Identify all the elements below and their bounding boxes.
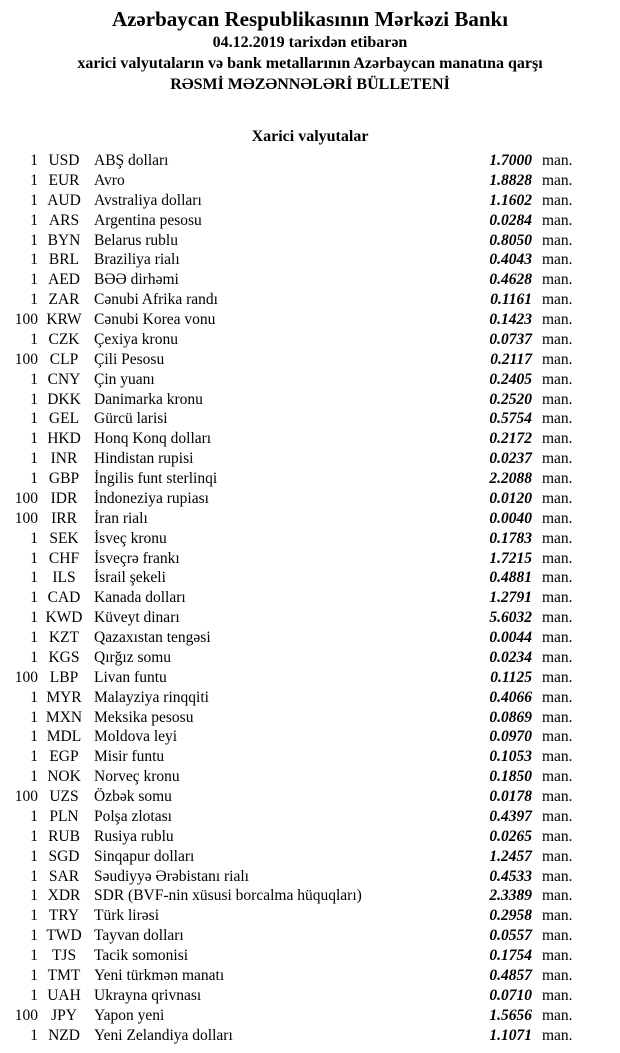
rate-value: 0.0557 — [489, 927, 532, 945]
unit-label: man. — [542, 907, 573, 925]
currency-code: GBP — [48, 470, 80, 487]
currency-code: EGP — [49, 748, 79, 766]
currency-quantity: 1 — [30, 748, 38, 766]
currency-quantity: 100 — [14, 1006, 38, 1024]
rate-value: 1.1071 — [489, 1026, 532, 1044]
currency-row — [0, 310, 580, 330]
currency-name: Danimarka kronu — [94, 390, 203, 408]
currency-quantity: 1 — [30, 708, 38, 726]
currency-quantity: 1 — [30, 827, 38, 845]
currency-name: Avstraliya dolları — [94, 191, 202, 209]
currency-code: SGD — [48, 847, 80, 865]
bulletin-title: RƏSMİ MƏZƏNNƏLƏRİ BÜLLETENİ — [170, 76, 450, 93]
currency-name: Gürcü larisi — [94, 410, 168, 428]
currency-quantity: 1 — [30, 529, 38, 547]
currency-row — [0, 727, 580, 747]
currency-row — [0, 171, 580, 191]
currency-code: SAR — [48, 867, 80, 885]
currency-name: SDR (BVF-nin xüsusi borcalma hüquqları) — [94, 887, 362, 905]
currency-row — [0, 926, 580, 946]
currency-code: ARS — [48, 211, 80, 229]
currency-quantity: 1 — [30, 430, 38, 448]
currency-code: BRL — [48, 251, 80, 269]
currency-row — [0, 290, 580, 310]
rate-value: 0.2958 — [489, 907, 532, 925]
currency-name: Qırğız somu — [94, 648, 172, 666]
currency-code: USD — [48, 152, 80, 169]
rate-value: 0.1783 — [489, 529, 532, 547]
unit-label: man. — [542, 330, 573, 348]
unit-label: man. — [542, 251, 573, 269]
currency-row — [0, 1006, 580, 1026]
currency-row — [0, 549, 580, 569]
currency-row — [0, 946, 580, 966]
currency-quantity: 1 — [30, 191, 38, 209]
currency-quantity: 1 — [30, 251, 38, 269]
rate-value: 0.0869 — [489, 708, 532, 726]
currency-row — [0, 270, 580, 290]
rate-value: 0.1161 — [490, 291, 532, 309]
rate-value: 0.0120 — [489, 489, 532, 507]
unit-label: man. — [542, 947, 573, 964]
rate-value: 0.1754 — [489, 947, 532, 964]
currency-code: MXN — [45, 708, 83, 726]
currency-quantity: 1 — [30, 271, 38, 289]
currency-name: Hindistan rupisi — [94, 450, 194, 468]
currency-code: ZAR — [48, 291, 80, 309]
rate-value: 2.3389 — [489, 887, 532, 905]
currency-code: NOK — [47, 768, 81, 786]
unit-label: man. — [542, 350, 573, 368]
currency-quantity: 1 — [30, 450, 38, 468]
currency-quantity: 1 — [30, 966, 38, 984]
rate-value: 0.0178 — [489, 788, 532, 805]
currency-name: ABŞ dolları — [94, 152, 169, 169]
currency-quantity: 1 — [30, 728, 38, 746]
currency-row — [0, 350, 580, 370]
currency-code: HKD — [47, 430, 81, 448]
currency-name: İngilis funt sterlinqi — [94, 470, 218, 487]
unit-label: man. — [542, 768, 573, 786]
currency-row — [0, 886, 580, 906]
currency-row — [0, 827, 580, 847]
currency-quantity: 100 — [14, 311, 38, 328]
currency-name: Rusiya rublu — [94, 827, 174, 845]
currency-code: AUD — [47, 191, 81, 209]
currency-code: EUR — [48, 171, 80, 189]
currency-name: İran rialı — [94, 509, 148, 527]
unit-label: man. — [542, 171, 573, 189]
currency-name: Sinqapur dolları — [94, 847, 195, 865]
currency-row — [0, 807, 580, 827]
rate-value: 0.0737 — [489, 330, 532, 348]
rate-value: 0.1053 — [489, 748, 532, 766]
currency-name: İndoneziya rupiası — [94, 489, 209, 507]
unit-label: man. — [542, 589, 573, 607]
currency-code: TJS — [51, 947, 77, 964]
unit-label: man. — [542, 430, 573, 448]
currency-quantity: 1 — [30, 569, 38, 587]
unit-label: man. — [542, 489, 573, 507]
section-title-foreign-currencies: Xarici valyutalar — [251, 128, 369, 145]
currency-row — [0, 628, 580, 648]
currency-row — [0, 588, 580, 608]
currency-code: UAH — [47, 986, 81, 1004]
unit-label: man. — [542, 648, 573, 666]
currency-code: INR — [50, 450, 78, 468]
currency-code: DKK — [47, 390, 81, 408]
rate-value: 1.2791 — [489, 589, 532, 607]
unit-label: man. — [542, 609, 573, 627]
currency-row — [0, 986, 580, 1006]
rate-value: 0.0040 — [489, 509, 532, 527]
currency-name: İsveç kronu — [94, 529, 167, 547]
currency-name: Norveç kronu — [94, 768, 180, 786]
currency-name: BƏƏ dirhəmi — [94, 271, 179, 289]
currency-row — [0, 767, 580, 787]
rate-value: 0.4881 — [489, 569, 532, 587]
currency-quantity: 1 — [30, 589, 38, 607]
currency-row — [0, 330, 580, 350]
currency-code: CNY — [47, 370, 81, 388]
currency-quantity: 100 — [14, 350, 38, 368]
currency-quantity: 1 — [30, 470, 38, 487]
currency-quantity: 1 — [30, 330, 38, 348]
currency-name: Çili Pesosu — [94, 350, 165, 368]
scope-line: xarici valyutaların və bank metallarının Azərbaycan manatına qarşı — [77, 55, 543, 72]
currency-code: AED — [48, 271, 80, 289]
currency-code: GEL — [48, 410, 80, 428]
currency-row — [0, 370, 580, 390]
rate-value: 0.0710 — [489, 986, 532, 1004]
currency-row — [0, 449, 580, 469]
unit-label: man. — [542, 867, 573, 885]
currency-code: KWD — [45, 609, 83, 627]
rate-value: 0.1850 — [489, 768, 532, 786]
currency-quantity: 1 — [30, 986, 38, 1004]
rate-value: 0.1125 — [490, 668, 532, 686]
currency-code: KGS — [48, 648, 80, 666]
currency-row — [0, 867, 580, 887]
currency-quantity: 1 — [30, 768, 38, 786]
currency-quantity: 1 — [30, 171, 38, 189]
exchange-rates-table — [0, 151, 620, 1045]
currency-row — [0, 688, 580, 708]
currency-quantity: 1 — [30, 648, 38, 666]
currency-row — [0, 648, 580, 668]
bank-title: Azərbaycan Respublikasının Mərkəzi Bankı — [111, 7, 509, 31]
currency-code: TMT — [47, 966, 81, 984]
unit-label: man. — [542, 450, 573, 468]
currency-row — [0, 151, 580, 171]
currency-row — [0, 509, 580, 529]
currency-name: Yeni türkmən manatı — [94, 966, 225, 984]
unit-label: man. — [542, 966, 573, 984]
currency-name: Yapon yeni — [94, 1006, 165, 1024]
currency-name: Çexiya kronu — [94, 330, 178, 348]
currency-code: CAD — [47, 589, 81, 607]
unit-label: man. — [542, 410, 573, 428]
unit-label: man. — [542, 191, 573, 209]
unit-label: man. — [542, 1006, 573, 1024]
currency-row — [0, 568, 580, 588]
rate-value: 0.0044 — [489, 629, 532, 646]
currency-code: CZK — [48, 330, 80, 348]
rate-value: 1.7215 — [489, 549, 532, 567]
currency-code: TRY — [48, 907, 80, 925]
unit-label: man. — [542, 728, 573, 746]
currency-quantity: 1 — [30, 549, 38, 567]
currency-row — [0, 747, 580, 767]
currency-code: JPY — [51, 1006, 77, 1024]
currency-row — [0, 250, 580, 270]
currency-quantity: 1 — [30, 947, 38, 964]
currency-name: Ukrayna qrivnası — [94, 986, 202, 1004]
rate-value: 0.2117 — [490, 350, 532, 368]
rate-value: 2.2088 — [489, 470, 532, 487]
currency-quantity: 100 — [14, 788, 38, 805]
currency-code: IRR — [51, 509, 77, 527]
currency-name: Cənubi Afrika randı — [94, 291, 218, 309]
effective-date-line: 04.12.2019 tarixdən etibarən — [212, 34, 408, 51]
currency-name: Yeni Zelandiya dolları — [94, 1026, 233, 1044]
currency-quantity: 1 — [30, 211, 38, 229]
currency-row — [0, 668, 580, 688]
currency-quantity: 1 — [30, 867, 38, 885]
currency-quantity: 1 — [30, 807, 38, 825]
unit-label: man. — [542, 211, 573, 229]
currency-name: Argentina pesosu — [94, 211, 202, 229]
unit-label: man. — [542, 827, 573, 845]
currency-row — [0, 1026, 580, 1046]
currency-quantity: 1 — [30, 847, 38, 865]
currency-code: MYR — [46, 688, 82, 706]
unit-label: man. — [542, 529, 573, 547]
rate-value: 0.4043 — [489, 251, 532, 269]
currency-row — [0, 191, 580, 211]
unit-label: man. — [542, 390, 573, 408]
unit-label: man. — [542, 152, 573, 169]
currency-code: KRW — [46, 311, 82, 328]
currency-row — [0, 529, 580, 549]
currency-name: Moldova leyi — [94, 728, 178, 746]
currency-quantity: 100 — [14, 489, 38, 507]
unit-label: man. — [542, 370, 573, 388]
currency-code: MDL — [46, 728, 82, 746]
unit-label: man. — [542, 1026, 573, 1044]
currency-row — [0, 608, 580, 628]
currency-quantity: 1 — [30, 410, 38, 428]
currency-code: ILS — [52, 569, 76, 587]
currency-row — [0, 787, 580, 807]
rate-value: 0.4628 — [489, 271, 532, 289]
currency-name: Braziliya rialı — [94, 251, 180, 269]
currency-quantity: 1 — [30, 927, 38, 945]
currency-quantity: 100 — [14, 668, 38, 686]
currency-row — [0, 489, 580, 509]
rate-value: 1.2457 — [489, 847, 532, 865]
currency-code: SEK — [49, 529, 79, 547]
rate-value: 0.4533 — [489, 867, 532, 885]
unit-label: man. — [542, 847, 573, 865]
unit-label: man. — [542, 748, 573, 766]
unit-label: man. — [542, 291, 573, 309]
currency-row — [0, 469, 580, 489]
unit-label: man. — [542, 271, 573, 289]
currency-code: CLP — [49, 350, 79, 368]
currency-code: IDR — [50, 489, 78, 507]
currency-code: UZS — [49, 788, 79, 805]
currency-name: Avro — [94, 171, 125, 189]
rate-value: 0.0284 — [489, 211, 532, 229]
currency-name: Tacik somonisi — [94, 947, 189, 964]
currency-name: Belarus rublu — [94, 231, 178, 249]
currency-name: Kanada dolları — [94, 589, 186, 607]
currency-quantity: 1 — [30, 629, 38, 646]
currency-name: Malayziya rinqqiti — [94, 688, 209, 706]
currency-quantity: 1 — [30, 152, 38, 169]
unit-label: man. — [542, 569, 573, 587]
currency-name: Qazaxıstan tengəsi — [94, 629, 211, 646]
unit-label: man. — [542, 986, 573, 1004]
currency-code: KZT — [48, 629, 80, 646]
currency-code: TWD — [46, 927, 82, 945]
rate-value: 0.4397 — [489, 807, 532, 825]
currency-name: Meksika pesosu — [94, 708, 194, 726]
currency-quantity: 1 — [30, 907, 38, 925]
unit-label: man. — [542, 629, 573, 646]
currency-quantity: 1 — [30, 609, 38, 627]
currency-quantity: 1 — [30, 688, 38, 706]
currency-code: PLN — [49, 807, 79, 825]
currency-row — [0, 429, 580, 449]
currency-quantity: 1 — [30, 291, 38, 309]
currency-row — [0, 708, 580, 728]
currency-name: Polşa zlotası — [94, 807, 172, 825]
currency-quantity: 1 — [30, 231, 38, 249]
currency-name: Cənubi Korea vonu — [94, 311, 216, 328]
unit-label: man. — [542, 887, 573, 905]
currency-row — [0, 966, 580, 986]
currency-name: İsveçrə frankı — [94, 549, 180, 567]
currency-row — [0, 211, 580, 231]
rate-value: 0.4857 — [489, 966, 532, 984]
currency-name: Misir funtu — [94, 748, 165, 766]
document-header — [0, 0, 620, 95]
unit-label: man. — [542, 549, 573, 567]
unit-label: man. — [542, 668, 573, 686]
rate-value: 0.8050 — [489, 231, 532, 249]
currency-row — [0, 906, 580, 926]
currency-name: Honq Konq dolları — [94, 430, 212, 448]
currency-code: XDR — [47, 887, 81, 905]
currency-quantity: 1 — [30, 887, 38, 905]
rate-value: 0.2405 — [489, 370, 532, 388]
currency-quantity: 100 — [14, 509, 38, 527]
unit-label: man. — [542, 788, 573, 805]
unit-label: man. — [542, 311, 573, 328]
currency-quantity: 1 — [30, 370, 38, 388]
rate-value: 1.8828 — [489, 171, 532, 189]
rate-value: 0.0234 — [489, 648, 532, 666]
unit-label: man. — [542, 470, 573, 487]
currency-row — [0, 847, 580, 867]
currency-name: Türk lirəsi — [94, 907, 159, 925]
currency-code: CHF — [48, 549, 80, 567]
currency-quantity: 1 — [30, 1026, 38, 1044]
rate-value: 0.1423 — [489, 311, 532, 328]
rate-value: 1.1602 — [489, 191, 532, 209]
currency-row — [0, 409, 580, 429]
currency-row — [0, 390, 580, 410]
currency-code: BYN — [47, 231, 81, 249]
unit-label: man. — [542, 688, 573, 706]
currency-name: Səudiyyə Ərəbistanı rialı — [94, 867, 249, 885]
unit-label: man. — [542, 807, 573, 825]
rate-value: 0.0970 — [489, 728, 532, 746]
currency-name: Livan funtu — [94, 668, 167, 686]
rate-value: 5.6032 — [489, 609, 532, 627]
rate-value: 1.5656 — [489, 1006, 532, 1024]
rate-value: 0.2172 — [489, 430, 532, 448]
currency-name: İsrail şekeli — [94, 569, 166, 587]
currency-name: Çin yuanı — [94, 370, 155, 388]
rate-value: 0.5754 — [489, 410, 532, 428]
currency-name: Özbək somu — [94, 788, 172, 805]
currency-quantity: 1 — [30, 390, 38, 408]
rate-value: 1.7000 — [489, 152, 532, 169]
currency-name: Tayvan dolları — [94, 927, 184, 945]
rate-value: 0.0265 — [489, 827, 532, 845]
rate-value: 0.0237 — [489, 450, 532, 468]
currency-name: Küveyt dinarı — [94, 609, 180, 627]
unit-label: man. — [542, 927, 573, 945]
unit-label: man. — [542, 509, 573, 527]
currency-row — [0, 231, 580, 251]
currency-code: NZD — [48, 1026, 80, 1044]
rate-value: 0.2520 — [489, 390, 532, 408]
currency-code: RUB — [48, 827, 80, 845]
rate-value: 0.4066 — [489, 688, 532, 706]
unit-label: man. — [542, 231, 573, 249]
currency-code: LBP — [49, 668, 79, 686]
unit-label: man. — [542, 708, 573, 726]
